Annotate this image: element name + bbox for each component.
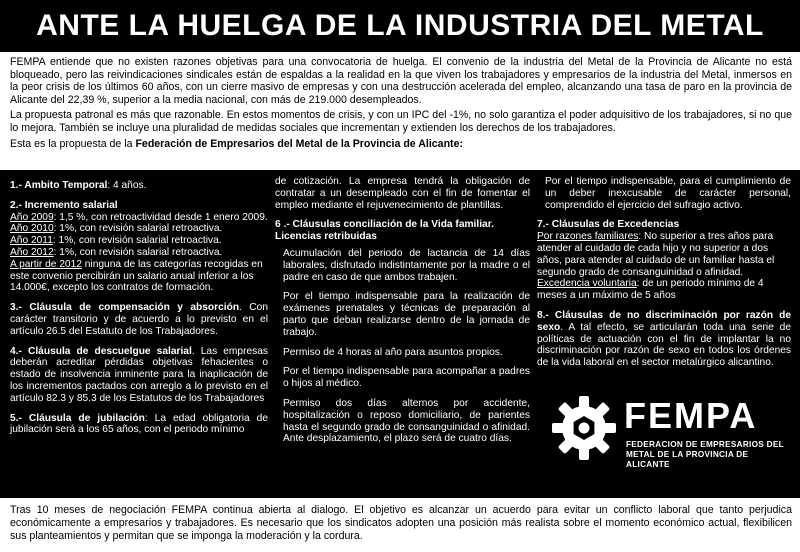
section-4-text: . Las empresas deberán acreditar pérdidas objetivas fehacientes o estado de insolvencia inminente para la inaplicación de los incrementos pactados con arreglo a lo previsto en el artículo 82.3 y 85.3 de los Estatutos de los Trabajadores (10, 345, 268, 404)
section-jubilacion (10, 413, 268, 437)
sufragio-licencia: Por el tiempo indispensable, para el cumplimiento de un deber inexcusable de carácter personal, comprendido el ejercicio del sufragio activo. (545, 176, 791, 211)
from-2012-text: ninguna de las categorías recogidas en este convenio percibirán un salario anual inferior a los 14.000€, excepto los contratos de formación. (10, 258, 263, 294)
page-title: ANTE LA HUELGA DE LA INDUSTRIA DEL METAL (0, 0, 800, 52)
year-2011-text: : 1%, con revisión salarial retroactiva. (52, 235, 222, 247)
razones-familiares: Por razones familiares (537, 231, 639, 243)
from-2012: A partir de 2012 (10, 258, 82, 270)
intro-section (10, 56, 792, 153)
section-ambito (10, 180, 268, 192)
proposal-panel (0, 170, 800, 498)
intro-paragraph-2: La propuesta patronal es más que razonable. En estos momentos de crisis, y con un IPC del -1%, no solo garantiza el poder adquisitivo de los trabajadores, si no que lo mejora. También se incluye una pluralidad de medidas sociales que incrementan y extienden los derechos de los trabajadores. (10, 109, 792, 134)
licencia-medico: Por el tiempo indispensable para acompañar a padres o hijos al médico. (283, 366, 530, 390)
year-2011: Año 2011 (10, 235, 53, 247)
section-3-heading: 3.- Cláusula de compensación y absorción (10, 302, 240, 314)
year-2009: Año 2009 (10, 211, 54, 223)
section-1-text: : 4 años. (107, 180, 147, 191)
section-6-heading: 6 .- Cláusulas conciliación de la Vida familiar. Licencias retribuidas (275, 219, 494, 243)
section-descuelgue (10, 346, 268, 405)
section-5-heading: 5.- Cláusula de jubilación (10, 412, 145, 424)
column-2 (275, 176, 530, 445)
section-4-heading: 4.- Cláusula de descuelgue salarial (10, 345, 192, 357)
closing-paragraph: Tras 10 meses de negociación FEMPA continua abierta al dialogo. El objetivo es alcanzar un acuerdo para evitar un conflicto laboral que tanto perjudica económicamente a empresarios y trabajadores. Es necesario que los sindicatos adopten una posición más realista sobre el momento económico actual, flexibilicen sus planteamientos y permitan que se imponga la moderación y la cordura. (10, 504, 792, 542)
section-compensacion (10, 302, 268, 337)
year-2010: Año 2010 (10, 223, 54, 235)
intro-paragraph-1: FEMPA entiende que no existen razones objetivas para una convocatoria de huelga. El convenio de la industria del Metal de la Provincia de Alicante no está bloqueado, pero las reivindicaciones sindicales están de espaldas a la realidad en la que viven los trabajadores y empresarios de la industria del Metal, inmersos en la peor crisis de los últimos 60 años, con un cierre masivo de empresas y con una destrucción acelerada del empleo, alcanzando una tasa de paro en la provincia de Alicante del 22,39 %, superior a la media nacional, con más de 219.000 desempleados. (10, 56, 792, 106)
intro-p3-bold: Federación de Empresarios del Metal de la Provincia de Alicante: (135, 137, 463, 150)
logo-subtitle-line-2: METAL DE LA PROVINCIA DE ALICANTE (626, 450, 749, 469)
section-incremento (10, 200, 268, 294)
razones-familiares-text: : No superior a tres años para atender al cuidado de cada hijo y no superior a dos años, para atender al cuidado de un familiar hasta el segundo grado de consanguinidad o afinidad. (537, 231, 775, 278)
section-no-discriminacion (537, 310, 791, 369)
licencia-prenatal: Por el tiempo indispensable para la realización de exámenes prenatales y técnicas de preparación al parto que deban realizarse dentro de la jornada de trabajo. (283, 291, 530, 338)
logo-subtitle (626, 440, 788, 470)
year-2009-text: : 1,5 %, con retroactividad desde 1 enero 2009. (53, 211, 268, 223)
section-8-text: . A tal efecto, se articularán toda una serie de políticas de actuación con el fin de implantar la no discriminación por razón de sexo en todos los órdenes de la vida laboral en el sector metalúrgico alicantino. (537, 321, 791, 369)
section-7-heading: 7.- Cláusulas de Excedencias (537, 219, 680, 231)
year-2012-text: : 1%, con revisión salarial retroactiva. (53, 246, 223, 258)
section-8-heading: 8.- Cláusulas de no discriminación por razón de sexo (537, 309, 791, 333)
licencia-lactancia: Acumulación del periodo de lactancia de 14 días laborales, disfrutado indistintamente por la madre o el padre en caso de que ambos trabajen. (283, 247, 530, 283)
section-2-heading: 2.- Incremento salarial (10, 199, 118, 211)
section-3-text: . Con carácter transitorio y de acuerdo a lo previsto en el artículo 26.5 del Estatuto de los Trabajadores. (10, 302, 268, 337)
section-excedencias (537, 219, 791, 302)
logo-wordmark: FEMPA (624, 395, 758, 436)
licencia-accidente: Permiso dos días alternos por accidente, hospitalización o reposo domiciliario, de parientes hasta el segundo grado de consanguinidad o afinidad. Ante desplazamiento, el plazo será de cuatro días. (283, 397, 530, 445)
excedencia-voluntaria-text: : de un periodo mínimo de 4 meses a un máximo de 5 años (537, 278, 764, 302)
column-3 (537, 176, 791, 377)
section-1-heading: 1.- Ambito Temporal (10, 180, 108, 191)
section-5-text: : La edad obligatoria de jubilación será a los 65 años, con el periodo mínimo (10, 412, 268, 436)
column-1 (10, 180, 268, 436)
excedencia-voluntaria: Excedencia voluntaria (537, 278, 637, 290)
year-2010-text: : 1%, con revisión salarial retroactiva. (53, 223, 223, 235)
jubilacion-continued: de cotización. La empresa tendrá la obligación de contratar a un desempleado con el fin de fomentar el empleo mediante el rejuvenecimiento de plantillas. (275, 176, 530, 211)
intro-paragraph-3 (10, 138, 792, 151)
licencia-asuntos-propios: Permiso de 4 horas al año para asuntos propios. (283, 346, 503, 358)
year-2012: Año 2012 (10, 246, 54, 258)
logo-subtitle-line-1: FEDERACION DE EMPRESARIOS DEL (626, 440, 784, 449)
fempa-logo (548, 392, 788, 482)
intro-p3-prefix: Esta es la propuesta de la (10, 137, 136, 150)
gear-icon (548, 392, 620, 464)
